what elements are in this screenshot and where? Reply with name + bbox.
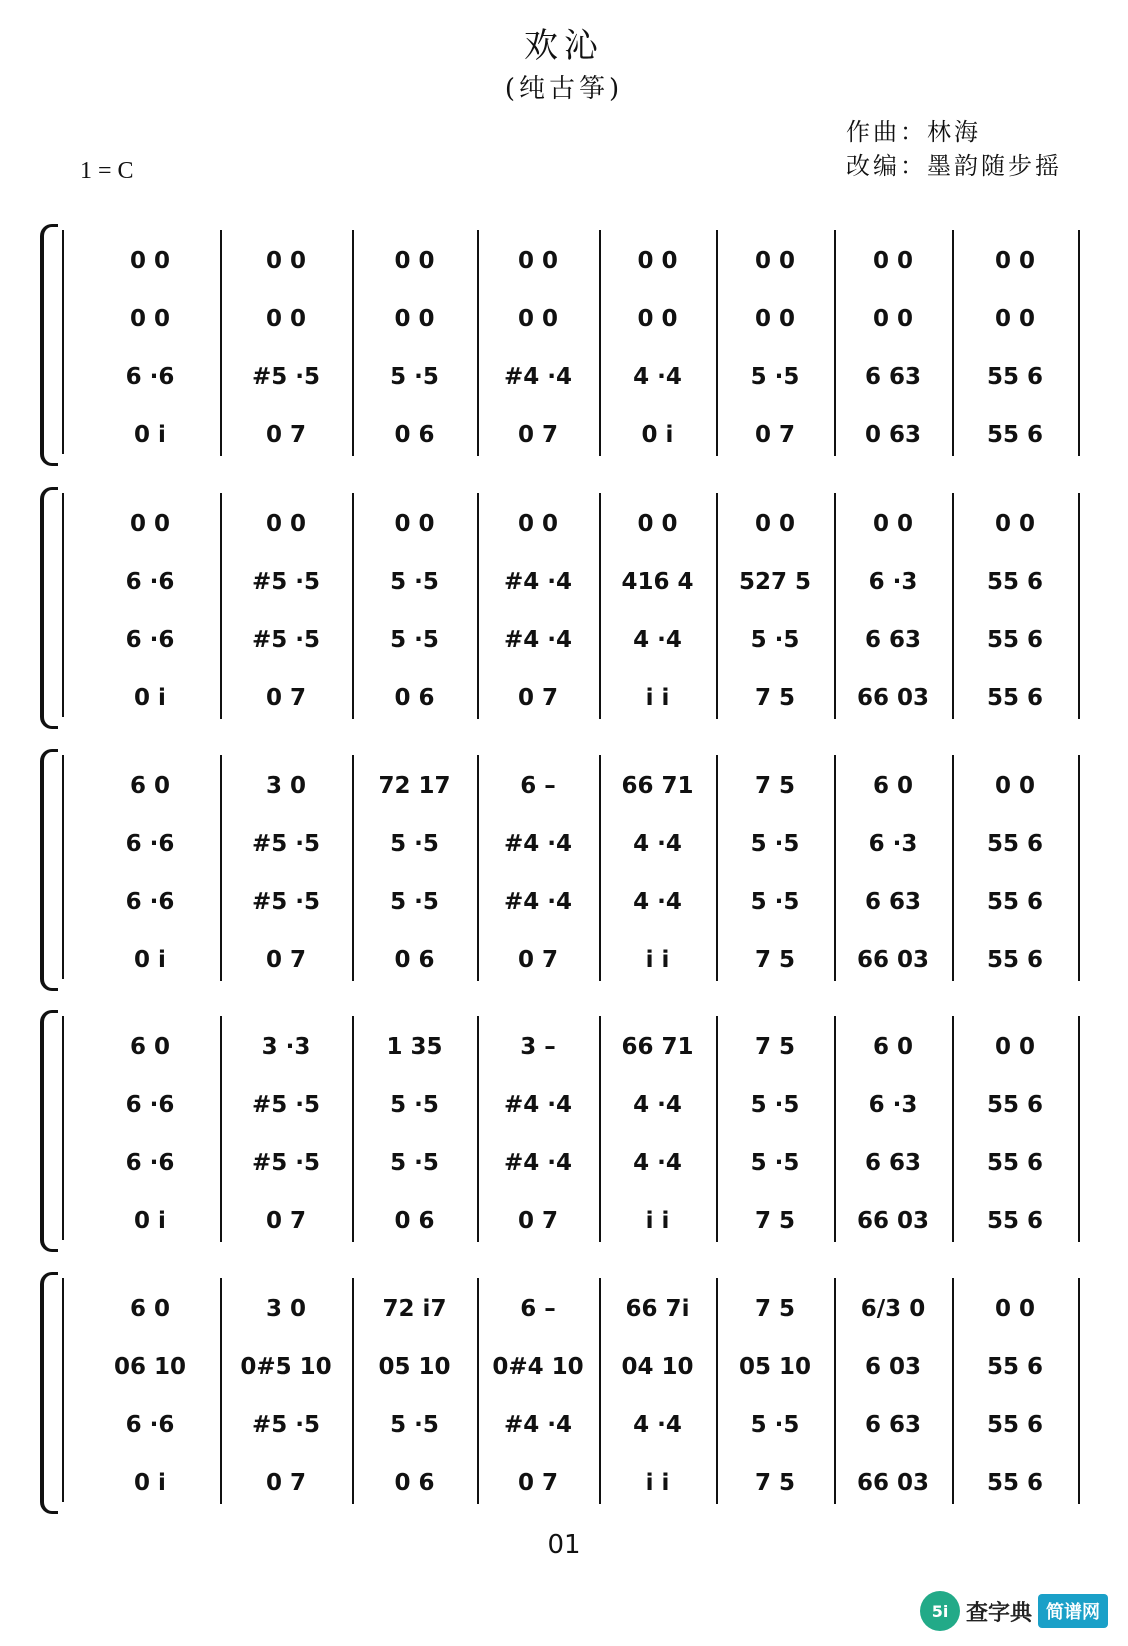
measure-cell: 0 7 xyxy=(517,1470,558,1496)
measure-cell: i i xyxy=(645,685,670,711)
key-signature: 1 = C xyxy=(80,158,134,184)
measure-cell: 6 ·6 xyxy=(125,627,175,653)
measure-cell: 0 6 xyxy=(394,422,435,448)
measure-cell: #4 ·4 xyxy=(503,1092,573,1118)
staff-row xyxy=(40,1018,1098,1076)
measure-cell: 6 ·3 xyxy=(868,1092,918,1118)
composer-credit: 作曲：林海 xyxy=(846,118,981,146)
measure-cell: 72 17 xyxy=(378,773,451,799)
staff-row xyxy=(40,757,1098,815)
measure-cell: 0 0 xyxy=(872,248,913,274)
measure-cell: #4 ·4 xyxy=(503,1412,573,1438)
measure-cell: 6 0 xyxy=(129,1296,170,1322)
staff-row xyxy=(40,348,1098,406)
measure-cell: 0 0 xyxy=(637,306,678,332)
measure-cell: 55 6 xyxy=(986,685,1044,711)
measure-cell: 4 ·4 xyxy=(633,1412,682,1438)
measure-cell: 0 0 xyxy=(872,511,913,537)
measure-cell: 0 0 xyxy=(265,306,306,332)
measure-cell: 0 0 xyxy=(754,511,795,537)
measure-cell: #5 ·5 xyxy=(251,364,321,390)
measure-cell: 6 0 xyxy=(129,773,170,799)
measure-cell: 6 ·6 xyxy=(125,1412,175,1438)
measure-cell: 7 5 xyxy=(754,1208,795,1234)
measure-cell: 6 – xyxy=(520,1296,556,1322)
measure-cell: 3 – xyxy=(520,1034,556,1060)
measure-cell: 0 i xyxy=(134,1470,166,1496)
measure-cell: 0#5 10 xyxy=(240,1354,332,1380)
measure-cell: 6 0 xyxy=(872,1034,913,1060)
staff-row xyxy=(40,406,1098,464)
staff-row xyxy=(40,815,1098,873)
measure-cell: 55 6 xyxy=(986,1150,1044,1176)
measure-cell: 5 ·5 xyxy=(390,1412,439,1438)
score-subtitle: (纯古筝) xyxy=(504,74,624,104)
score-system xyxy=(40,1018,1098,1258)
measure-cell: 6 ·3 xyxy=(868,569,918,595)
measure-cell: #5 ·5 xyxy=(251,831,321,857)
measure-cell: 5 ·5 xyxy=(390,1092,439,1118)
measure-cell: #5 ·5 xyxy=(251,627,321,653)
measure-cell: 5 ·5 xyxy=(750,1412,800,1438)
measure-cell: 6 0 xyxy=(129,1034,170,1060)
score-system xyxy=(40,757,1098,997)
measure-cell: 5 ·5 xyxy=(750,364,800,390)
arranger-credit: 改编：墨韵随步摇 xyxy=(846,152,1062,180)
staff-row xyxy=(40,290,1098,348)
measure-cell: 4 ·4 xyxy=(633,1150,682,1176)
measure-cell: #4 ·4 xyxy=(503,569,573,595)
measure-cell: 66 71 xyxy=(621,773,694,799)
measure-cell: 6 ·6 xyxy=(125,1092,175,1118)
measure-cell: 55 6 xyxy=(986,889,1044,915)
measure-cell: 55 6 xyxy=(986,1208,1044,1234)
measure-cell: 4 ·4 xyxy=(633,889,682,915)
measure-cell: 0#4 10 xyxy=(492,1354,584,1380)
measure-cell: 66 7i xyxy=(625,1296,690,1322)
measure-cell: 0 0 xyxy=(754,248,795,274)
measure-cell: 0 6 xyxy=(394,685,435,711)
measure-cell: 66 71 xyxy=(621,1034,694,1060)
measure-cell: 5 ·5 xyxy=(390,831,439,857)
measure-cell: 6 – xyxy=(520,773,556,799)
measure-cell: 4 ·4 xyxy=(633,627,682,653)
measure-cell: #5 ·5 xyxy=(251,1150,321,1176)
measure-cell: 7 5 xyxy=(754,947,795,973)
measure-cell: 0 0 xyxy=(994,306,1035,332)
measure-cell: 72 i7 xyxy=(382,1296,447,1322)
measure-cell: 55 6 xyxy=(986,422,1044,448)
measure-cell: 6 03 xyxy=(864,1354,922,1380)
measure-cell: 7 5 xyxy=(754,685,795,711)
staff-row xyxy=(40,1280,1098,1338)
measure-cell: 0 0 xyxy=(517,306,558,332)
measure-cell: 0 0 xyxy=(394,511,435,537)
measure-cell: 0 7 xyxy=(517,947,558,973)
measure-cell: 0 i xyxy=(134,422,166,448)
measure-cell: #4 ·4 xyxy=(503,364,573,390)
measure-cell: 0 7 xyxy=(265,1470,306,1496)
measure-cell: 0 63 xyxy=(864,422,922,448)
measure-cell: 0 0 xyxy=(872,306,913,332)
measure-cell: #4 ·4 xyxy=(503,831,573,857)
measure-cell: i i xyxy=(645,947,670,973)
measure-cell: 0 0 xyxy=(994,773,1035,799)
staff-row xyxy=(40,232,1098,290)
measure-cell: #4 ·4 xyxy=(503,889,573,915)
measure-cell: 0 7 xyxy=(754,422,795,448)
measure-cell: 0 0 xyxy=(265,511,306,537)
measure-cell: 6 ·6 xyxy=(125,569,175,595)
measure-cell: 6 63 xyxy=(864,1412,922,1438)
measure-cell: 55 6 xyxy=(986,1092,1044,1118)
measure-cell: 66 03 xyxy=(856,947,930,973)
page-number: 01 xyxy=(547,1530,581,1560)
measure-cell: 527 5 xyxy=(738,569,812,595)
measure-cell: 55 6 xyxy=(986,1354,1044,1380)
staff-row xyxy=(40,669,1098,727)
measure-cell: 55 6 xyxy=(986,569,1044,595)
measure-cell: 0 0 xyxy=(637,511,678,537)
staff-row xyxy=(40,495,1098,553)
measure-cell: 4 ·4 xyxy=(633,1092,682,1118)
measure-cell: 6 ·3 xyxy=(868,831,918,857)
measure-cell: 5 ·5 xyxy=(390,889,439,915)
staff-row xyxy=(40,611,1098,669)
measure-cell: 0 0 xyxy=(994,248,1035,274)
measure-cell: 0 7 xyxy=(265,422,306,448)
measure-cell: 5 ·5 xyxy=(390,569,439,595)
measure-cell: 6 ·6 xyxy=(125,364,175,390)
measure-cell: 7 5 xyxy=(754,1296,795,1322)
measure-cell: 416 4 xyxy=(621,569,694,595)
score-system xyxy=(40,232,1098,472)
staff-row xyxy=(40,1076,1098,1134)
measure-cell: 3 0 xyxy=(265,1296,306,1322)
measure-cell: 0 0 xyxy=(637,248,678,274)
staff-row xyxy=(40,873,1098,931)
measure-cell: 4 ·4 xyxy=(633,364,682,390)
measure-cell: i i xyxy=(645,1208,670,1234)
measure-cell: 6 63 xyxy=(864,627,922,653)
measure-cell: #4 ·4 xyxy=(503,1150,573,1176)
measure-cell: 0 0 xyxy=(994,511,1035,537)
measure-cell: 6 ·6 xyxy=(125,831,175,857)
measure-cell: #5 ·5 xyxy=(251,1412,321,1438)
measure-cell: 0 0 xyxy=(129,306,170,332)
measure-cell: 0 6 xyxy=(394,947,435,973)
staff-row xyxy=(40,553,1098,611)
measure-cell: 5 ·5 xyxy=(390,1150,439,1176)
score-title: 欢沁 xyxy=(524,26,604,66)
measure-cell: 0 i xyxy=(641,422,674,448)
measure-cell: 6 ·6 xyxy=(125,1150,175,1176)
measure-cell: 6 63 xyxy=(864,1150,922,1176)
measure-cell: #4 ·4 xyxy=(503,627,573,653)
measure-cell: 5 ·5 xyxy=(390,364,439,390)
score-system xyxy=(40,1280,1098,1520)
measure-cell: 7 5 xyxy=(754,773,795,799)
measure-cell: 0 7 xyxy=(517,422,558,448)
measure-cell: 5 ·5 xyxy=(750,831,800,857)
measure-cell: 0 7 xyxy=(517,685,558,711)
measure-cell: 6 63 xyxy=(864,889,922,915)
measure-cell: 5 ·5 xyxy=(750,1092,800,1118)
measure-cell: 55 6 xyxy=(986,627,1044,653)
measure-cell: 0 0 xyxy=(994,1296,1035,1322)
measure-cell: 7 5 xyxy=(754,1470,795,1496)
measure-cell: 05 10 xyxy=(738,1354,812,1380)
measure-cell: 0 0 xyxy=(994,1034,1035,1060)
measure-cell: 0 i xyxy=(134,947,166,973)
measure-cell: 0 0 xyxy=(265,248,306,274)
measure-cell: 0 7 xyxy=(517,1208,558,1234)
measure-cell: 55 6 xyxy=(986,1412,1044,1438)
measure-cell: #5 ·5 xyxy=(251,889,321,915)
logo-text: 查字典 xyxy=(966,1600,1033,1626)
measure-cell: 3 0 xyxy=(265,773,306,799)
measure-cell: 0 0 xyxy=(129,248,170,274)
logo-mark-icon: 5i xyxy=(920,1591,960,1631)
measure-cell: 6/3 0 xyxy=(860,1296,926,1322)
measure-cell: 5 ·5 xyxy=(750,889,800,915)
measure-cell: 0 i xyxy=(134,685,166,711)
measure-cell: i i xyxy=(645,1470,670,1496)
measure-cell: 0 0 xyxy=(394,248,435,274)
measure-cell: 0 0 xyxy=(517,511,558,537)
staff-row xyxy=(40,1192,1098,1250)
measure-cell: 6 63 xyxy=(864,364,922,390)
measure-cell: 5 ·5 xyxy=(750,627,800,653)
measure-cell: 5 ·5 xyxy=(750,1150,800,1176)
measure-cell: 66 03 xyxy=(856,1208,930,1234)
score-system xyxy=(40,495,1098,735)
measure-cell: 05 10 xyxy=(378,1354,451,1380)
measure-cell: 04 10 xyxy=(621,1354,694,1380)
staff-row xyxy=(40,1338,1098,1396)
measure-cell: 3 ·3 xyxy=(261,1034,311,1060)
staff-row xyxy=(40,1454,1098,1512)
measure-cell: 0 7 xyxy=(265,947,306,973)
measure-cell: 55 6 xyxy=(986,1470,1044,1496)
measure-cell: 0 7 xyxy=(265,685,306,711)
measure-cell: 6 0 xyxy=(872,773,913,799)
staff-row xyxy=(40,1134,1098,1192)
measure-cell: 0 6 xyxy=(394,1470,435,1496)
measure-cell: 0 0 xyxy=(129,511,170,537)
staff-row xyxy=(40,1396,1098,1454)
site-logo[interactable] xyxy=(920,1588,1108,1634)
measure-cell: 1 35 xyxy=(386,1034,443,1060)
measure-cell: 5 ·5 xyxy=(390,627,439,653)
logo-badge: 简谱网 xyxy=(1038,1594,1108,1628)
measure-cell: 0 0 xyxy=(754,306,795,332)
measure-cell: 06 10 xyxy=(113,1354,187,1380)
measure-cell: 66 03 xyxy=(856,685,930,711)
measure-cell: 0 0 xyxy=(517,248,558,274)
measure-cell: 0 7 xyxy=(265,1208,306,1234)
measure-cell: 0 i xyxy=(134,1208,166,1234)
measure-cell: 55 6 xyxy=(986,947,1044,973)
measure-cell: 55 6 xyxy=(986,364,1044,390)
measure-cell: #5 ·5 xyxy=(251,1092,321,1118)
measure-cell: 4 ·4 xyxy=(633,831,682,857)
measure-cell: #5 ·5 xyxy=(251,569,321,595)
staff-row xyxy=(40,931,1098,989)
measure-cell: 6 ·6 xyxy=(125,889,175,915)
measure-cell: 55 6 xyxy=(986,831,1044,857)
measure-cell: 0 0 xyxy=(394,306,435,332)
measure-cell: 7 5 xyxy=(754,1034,795,1060)
measure-cell: 0 6 xyxy=(394,1208,435,1234)
measure-cell: 66 03 xyxy=(856,1470,930,1496)
